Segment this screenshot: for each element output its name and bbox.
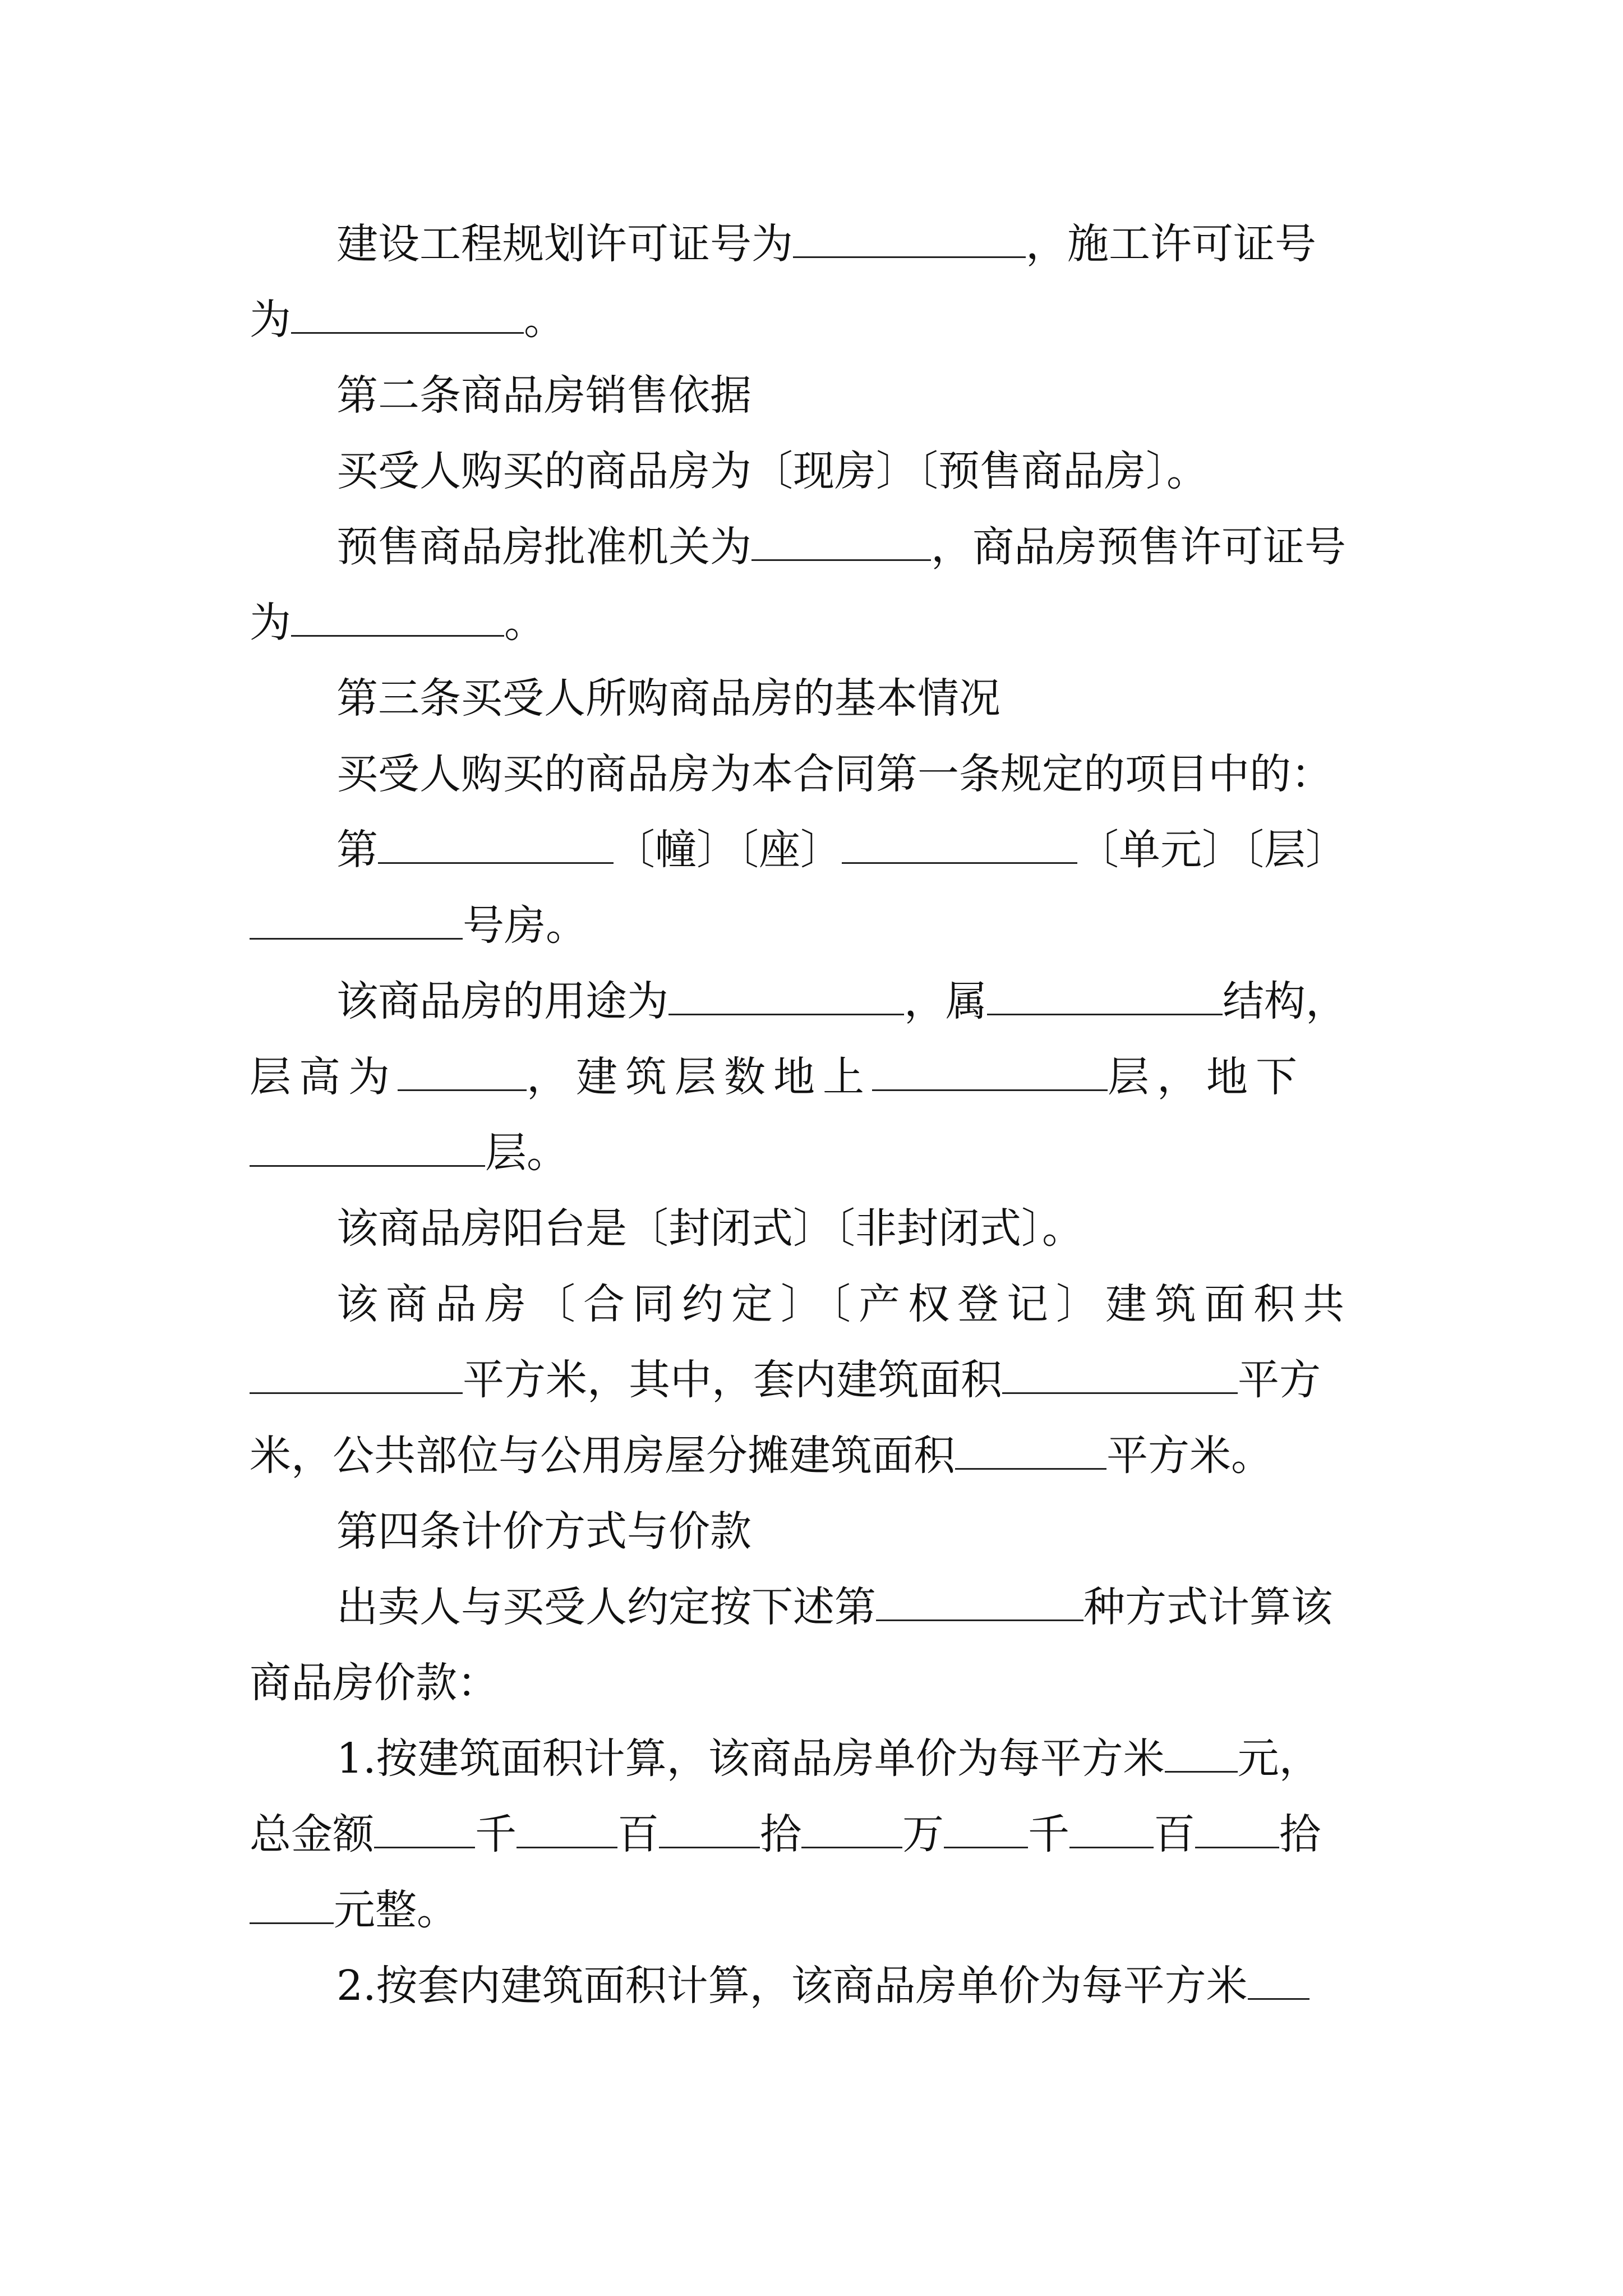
text-segment: 该商品房阳台是〔封闭式〕〔非封闭式〕。 xyxy=(336,1204,1083,1253)
text-segment: 百 xyxy=(617,1810,659,1858)
text-line xyxy=(336,813,1458,886)
text-line xyxy=(250,1343,1371,1416)
text-segment: 第四条计价方式与价款 xyxy=(336,1507,751,1556)
fill-blank[interactable] xyxy=(955,1437,1106,1470)
text-segment: 第三条买受人所购商品房的基本情况 xyxy=(336,674,1000,723)
text-segment: 元整。 xyxy=(334,1886,458,1934)
fill-blank[interactable] xyxy=(291,301,524,334)
fill-blank[interactable] xyxy=(659,1815,760,1848)
text-segment: 拾 xyxy=(1279,1810,1321,1858)
text-line xyxy=(250,1116,1371,1189)
fill-blank[interactable] xyxy=(1002,1361,1238,1394)
text-segment: 万 xyxy=(902,1810,944,1858)
text-line xyxy=(250,889,1371,962)
text-segment: 买受人购买的商品房为本合同第一条规定的项目中的： xyxy=(336,750,1332,798)
text-segment: 〔幢〕〔座〕 xyxy=(614,826,842,874)
fill-blank[interactable] xyxy=(793,225,1026,258)
fill-blank[interactable] xyxy=(398,1058,527,1091)
text-line xyxy=(250,1646,1371,1719)
text-line xyxy=(250,1798,1371,1871)
text-segment: 1.按建筑面积计算，该商品房单价为每平方米 xyxy=(336,1734,1165,1783)
fill-blank[interactable] xyxy=(987,982,1223,1015)
text-line xyxy=(250,586,1371,659)
text-segment: 。 xyxy=(504,599,546,647)
fill-blank[interactable] xyxy=(1248,1967,1310,2000)
text-line xyxy=(336,510,1458,583)
text-segment: 米，公共部位与公用房屋分摊建筑面积 xyxy=(250,1432,955,1480)
text-line xyxy=(336,1949,1458,2022)
text-segment: 层。 xyxy=(485,1129,568,1177)
text-segment: 层，地下 xyxy=(1108,1053,1305,1101)
section-heading xyxy=(336,1495,1458,1568)
text-segment: 预售商品房批准机关为 xyxy=(336,523,751,571)
text-segment: 2.按套内建筑面积计算，该商品房单价为每平方米 xyxy=(336,1962,1248,2010)
text-segment: 该商品房〔合同约定〕〔产权登记〕建筑面积共 xyxy=(336,1280,1352,1328)
fill-blank[interactable] xyxy=(250,907,463,940)
text-segment: 种方式计算该 xyxy=(1083,1583,1332,1631)
fill-blank[interactable] xyxy=(374,1815,475,1848)
text-segment: 元， xyxy=(1237,1734,1321,1783)
fill-blank[interactable] xyxy=(291,604,504,637)
fill-blank[interactable] xyxy=(1195,1815,1279,1848)
text-segment: ，属 xyxy=(904,977,987,1025)
fill-blank[interactable] xyxy=(1069,1815,1154,1848)
text-segment: 买受人购买的商品房为〔现房〕〔预售商品房〕。 xyxy=(336,447,1208,495)
text-segment: 总金额 xyxy=(250,1810,374,1858)
text-segment: 层高为 xyxy=(250,1053,398,1101)
text-segment: 第 xyxy=(336,826,378,874)
fill-blank[interactable] xyxy=(250,1361,463,1394)
text-line xyxy=(250,1874,1371,1947)
text-segment: ，商品房预售许可证号 xyxy=(931,523,1346,571)
section-heading xyxy=(336,359,1458,432)
text-segment: 平方 xyxy=(1238,1356,1321,1404)
text-segment: 第二条商品房销售依据 xyxy=(336,371,751,420)
text-segment: 〔单元〕〔层〕 xyxy=(1077,826,1347,874)
fill-blank[interactable] xyxy=(751,528,931,561)
fill-blank[interactable] xyxy=(1165,1740,1238,1773)
text-line xyxy=(336,1722,1458,1795)
fill-blank[interactable] xyxy=(842,831,1077,864)
fill-blank[interactable] xyxy=(872,1058,1108,1091)
text-segment: 拾 xyxy=(760,1810,801,1858)
text-line xyxy=(336,1571,1458,1644)
text-segment: 商品房价款： xyxy=(250,1659,499,1707)
text-segment: 号房。 xyxy=(463,901,587,950)
fill-blank[interactable] xyxy=(668,982,904,1015)
fill-blank[interactable] xyxy=(378,831,614,864)
text-line xyxy=(336,435,1458,508)
text-segment: ，施工许可证号 xyxy=(1026,220,1316,268)
fill-blank[interactable] xyxy=(801,1815,902,1848)
text-segment: 出卖人与买受人约定按下述第 xyxy=(336,1583,876,1631)
fill-blank[interactable] xyxy=(250,1134,485,1167)
text-line xyxy=(336,965,1458,1038)
text-segment: 平方米，其中，套内建筑面积 xyxy=(463,1356,1002,1404)
text-segment: 为 xyxy=(250,599,291,647)
text-segment: 百 xyxy=(1154,1810,1195,1858)
section-heading xyxy=(336,662,1458,735)
text-segment: 为 xyxy=(250,296,291,344)
fill-blank[interactable] xyxy=(250,1891,334,1924)
text-segment: 结构， xyxy=(1223,977,1347,1025)
text-line xyxy=(250,1041,1371,1114)
fill-blank[interactable] xyxy=(517,1815,617,1848)
fill-blank[interactable] xyxy=(876,1588,1083,1621)
text-line xyxy=(250,283,1371,356)
text-segment: 平方米。 xyxy=(1106,1432,1272,1480)
text-segment: 千 xyxy=(475,1810,517,1858)
text-segment: 千 xyxy=(1028,1810,1069,1858)
text-line xyxy=(336,208,1458,280)
text-segment: 该商品房的用途为 xyxy=(336,977,668,1025)
text-segment: 。 xyxy=(524,296,565,344)
text-line xyxy=(336,738,1458,811)
fill-blank[interactable] xyxy=(944,1815,1028,1848)
text-line xyxy=(250,1419,1371,1492)
text-segment: ，建筑层数地上 xyxy=(527,1053,872,1101)
text-line xyxy=(336,1268,1458,1341)
text-segment: 建设工程规划许可证号为 xyxy=(336,220,793,268)
text-line xyxy=(336,1192,1458,1265)
